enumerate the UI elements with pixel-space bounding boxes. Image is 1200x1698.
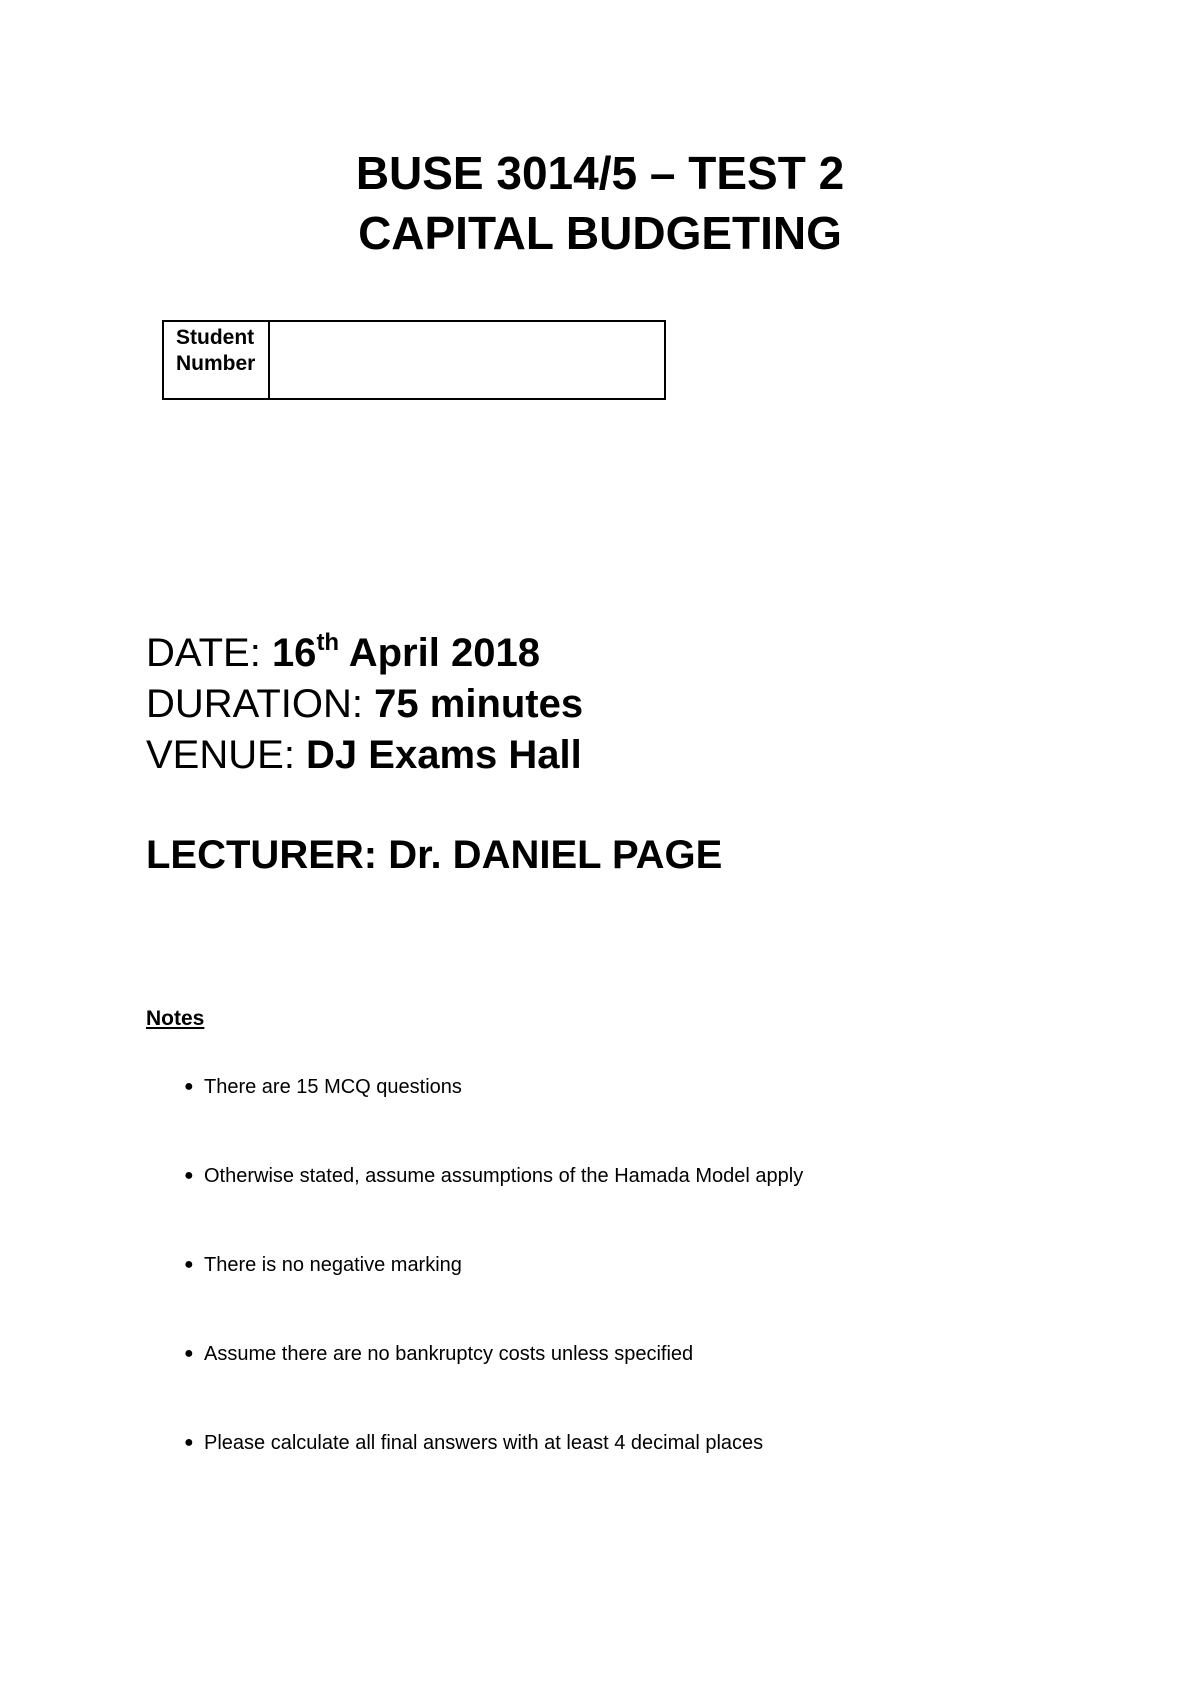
venue-label: VENUE: [146, 733, 307, 777]
date-suffix: th [316, 629, 340, 656]
exam-date [146, 628, 540, 678]
lecturer: LECTURER: Dr. DANIEL PAGE [146, 833, 723, 877]
student-number-label: Student Number [164, 322, 270, 398]
exam-duration [146, 679, 583, 729]
list-item: ● Otherwise stated, assume assumptions of the Hamada Model apply [184, 1165, 804, 1187]
duration-label: DURATION: [146, 682, 375, 726]
exam-venue [146, 730, 582, 780]
date-label: DATE: [146, 631, 272, 675]
bullet-icon: ● [184, 1345, 194, 1362]
page-title-line-1: BUSE 3014/5 – TEST 2 [355, 147, 845, 199]
date-value [272, 631, 540, 675]
list-item: ● Please calculate all final answers with at least 4 decimal places [184, 1432, 764, 1454]
list-item: ● There is no negative marking [184, 1254, 462, 1276]
list-item: ● Assume there are no bankruptcy costs unless specified [184, 1343, 694, 1365]
date-month-year: April 2018 [339, 631, 540, 675]
page-title-line-2: CAPITAL BUDGETING [358, 207, 842, 259]
student-number-field[interactable] [270, 322, 664, 398]
venue-value: DJ Exams Hall [306, 733, 582, 777]
bullet-icon: ● [184, 1078, 194, 1095]
date-day: 16 [271, 631, 317, 675]
duration-value: 75 minutes [374, 682, 584, 726]
notes-heading: Notes [146, 1007, 205, 1030]
bullet-icon: ● [184, 1167, 194, 1184]
bullet-icon: ● [184, 1434, 194, 1451]
list-item: ● There are 15 MCQ questions [184, 1076, 462, 1098]
student-number-table [162, 320, 666, 400]
bullet-icon: ● [184, 1256, 194, 1273]
